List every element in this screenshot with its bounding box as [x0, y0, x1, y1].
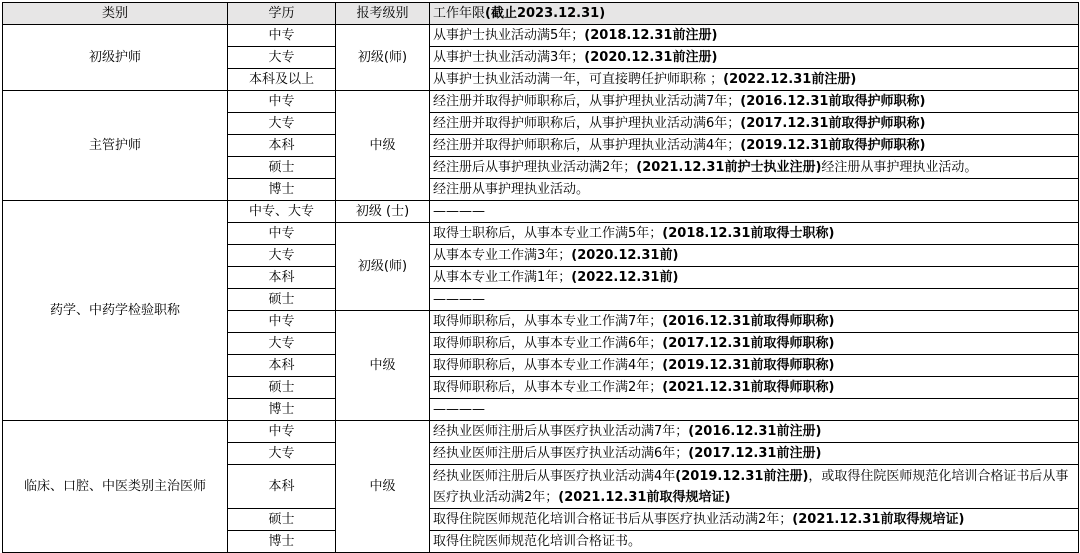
requirement-cell: [430, 179, 1079, 201]
level-cell: 中级: [336, 91, 430, 201]
level-cell: 初级 (士): [336, 201, 430, 223]
level-cell: 初级(师): [336, 223, 430, 311]
education-cell: 大专: [228, 443, 336, 465]
requirement-text: 经注册并取得护师职称后，从事护理执业活动满7年；: [433, 94, 741, 109]
requirement-cell: [430, 113, 1079, 135]
table-row: [3, 201, 1079, 223]
requirement-note: (2021.12.31前护士执业注册): [636, 160, 822, 175]
education-cell: 中专、大专: [228, 201, 336, 223]
education-cell: 大专: [228, 333, 336, 355]
category-cell: 初级护师: [3, 25, 228, 91]
requirement-note: (2020.12.31前注册): [584, 50, 718, 65]
requirement-note: (2019.12.31前注册): [675, 468, 809, 484]
requirement-note: (2017.12.31前取得师职称): [662, 336, 835, 351]
table-row: [3, 421, 1079, 443]
requirement-text: 经注册后从事护理执业活动满2年；: [433, 160, 637, 175]
requirement-cell: [430, 509, 1079, 531]
requirement-cell: [430, 355, 1079, 377]
requirement-cell: [430, 245, 1079, 267]
requirement-note: (2016.12.31前取得护师职称): [740, 94, 926, 109]
education-cell: 本科及以上: [228, 69, 336, 91]
education-cell: 硕士: [228, 289, 336, 311]
requirement-cell: [430, 333, 1079, 355]
header-category: 类别: [3, 3, 228, 25]
requirement-cell: [430, 47, 1079, 69]
requirement-text: 取得师职称后，从事本专业工作满4年；: [433, 358, 663, 373]
requirement-note: (2018.12.31前取得士职称): [662, 226, 835, 241]
level-cell: 中级: [336, 421, 430, 553]
requirement-cell: [430, 443, 1079, 465]
education-cell: 博士: [228, 531, 336, 553]
header-years-cutoff: (截止2023.12.31): [485, 6, 606, 21]
requirement-cell: [430, 135, 1079, 157]
education-cell: 博士: [228, 399, 336, 421]
requirement-text: 经注册并取得护师职称后，从事护理执业活动满4年；: [433, 138, 741, 153]
header-education: 学历: [228, 3, 336, 25]
requirement-note: (2022.12.31前注册): [723, 72, 857, 87]
education-cell: 中专: [228, 223, 336, 245]
requirement-cell: [430, 25, 1079, 47]
education-cell: 本科: [228, 355, 336, 377]
requirement-note: (2021.12.31前取得师职称): [662, 380, 835, 395]
requirement-cell: [430, 223, 1079, 245]
requirement-note: (2017.12.31前取得护师职称): [740, 116, 926, 131]
requirement-text: ————: [433, 402, 485, 417]
education-cell: 硕士: [228, 377, 336, 399]
requirement-text: 从事本专业工作满3年；: [433, 248, 572, 263]
requirement-note: (2021.12.31前取得规培证): [792, 512, 965, 527]
requirement-text: 经执业医师注册后从事医疗执业活动满4年: [433, 468, 676, 484]
requirement-cell: [430, 421, 1079, 443]
requirement-text: 取得师职称后，从事本专业工作满7年；: [433, 314, 663, 329]
requirement-note: (2016.12.31前取得师职称): [662, 314, 835, 329]
requirement-text: ————: [433, 204, 485, 219]
requirement-text: 从事护士执业活动满3年；: [433, 50, 585, 65]
education-cell: 中专: [228, 91, 336, 113]
requirement-cell: [430, 465, 1079, 509]
requirement-cell: [430, 157, 1079, 179]
requirement-cell: [430, 531, 1079, 553]
table-row: [3, 25, 1079, 47]
requirement-text: 经执业医师注册后从事医疗执业活动满7年；: [433, 424, 689, 439]
requirement-text: 从事护士执业活动满5年；: [433, 28, 585, 43]
requirement-text-2: ，或取得住院医师规范化培训合格证书后从事医疗执业活动满2年；: [433, 468, 1069, 505]
requirement-text: 从事本专业工作满1年；: [433, 270, 572, 285]
requirement-text: 经注册并取得护师职称后，从事护理执业活动满6年；: [433, 116, 741, 131]
requirement-note: (2019.12.31前取得师职称): [662, 358, 835, 373]
requirement-text: 取得住院医师规范化培训合格证书。: [433, 534, 642, 549]
requirement-note-2: (2021.12.31前取得规培证): [558, 489, 731, 505]
qualification-table: [2, 2, 1079, 553]
requirement-note: (2019.12.31前取得护师职称): [740, 138, 926, 153]
education-cell: 硕士: [228, 157, 336, 179]
category-cell: 临床、口腔、中医类别主治医师: [3, 421, 228, 553]
requirement-cell: [430, 399, 1079, 421]
education-cell: 大专: [228, 113, 336, 135]
requirement-text: 取得师职称后，从事本专业工作满6年；: [433, 336, 663, 351]
requirement-note: (2018.12.31前注册): [584, 28, 718, 43]
requirement-cell: [430, 201, 1079, 223]
level-cell: 中级: [336, 311, 430, 421]
requirement-text: 经注册从事护理执业活动。: [433, 182, 590, 197]
requirement-text: 取得士职称后，从事本专业工作满5年；: [433, 226, 663, 241]
education-cell: 本科: [228, 267, 336, 289]
requirement-text: 取得师职称后，从事本专业工作满2年；: [433, 380, 663, 395]
education-cell: 硕士: [228, 509, 336, 531]
requirement-text: 取得住院医师规范化培训合格证书后从事医疗执业活动满2年；: [433, 512, 793, 527]
requirement-cell: [430, 311, 1079, 333]
education-cell: 大专: [228, 245, 336, 267]
header-years: [430, 3, 1079, 25]
category-cell: 药学、中药学检验职称: [3, 201, 228, 421]
header-level: 报考级别: [336, 3, 430, 25]
table-row: [3, 91, 1079, 113]
education-cell: 博士: [228, 179, 336, 201]
category-cell: 主管护师: [3, 91, 228, 201]
requirement-text: 经执业医师注册后从事医疗执业活动满6年；: [433, 446, 689, 461]
header-years-label: 工作年限: [433, 6, 486, 21]
level-cell: 初级(师): [336, 25, 430, 91]
education-cell: 中专: [228, 25, 336, 47]
requirement-cell: [430, 69, 1079, 91]
education-cell: 中专: [228, 421, 336, 443]
requirement-note: (2022.12.31前): [571, 270, 679, 285]
requirement-cell: [430, 267, 1079, 289]
requirement-note: (2020.12.31前): [571, 248, 679, 263]
requirement-cell: [430, 377, 1079, 399]
requirement-text: ————: [433, 292, 485, 307]
education-cell: 本科: [228, 465, 336, 509]
education-cell: 中专: [228, 311, 336, 333]
requirement-tail: 经注册从事护理执业活动。: [821, 160, 978, 175]
education-cell: 本科: [228, 135, 336, 157]
education-cell: 大专: [228, 47, 336, 69]
requirement-text: 从事护士执业活动满一年，可直接聘任护师职称 ；: [433, 72, 724, 87]
table-header-row: [3, 3, 1079, 25]
requirement-note: (2017.12.31前注册): [688, 446, 822, 461]
requirement-note: (2016.12.31前注册): [688, 424, 822, 439]
requirement-cell: [430, 289, 1079, 311]
requirement-cell: [430, 91, 1079, 113]
